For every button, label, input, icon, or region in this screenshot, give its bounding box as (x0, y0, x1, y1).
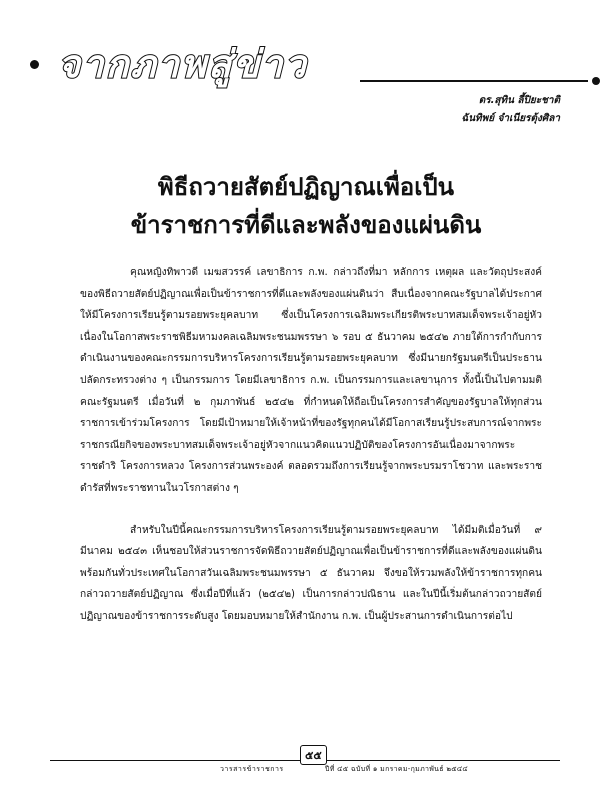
journal-name: วารสารข้าราชการ (220, 765, 284, 773)
article-title (0, 168, 612, 244)
article-title-line: ข้าราชการที่ดีและพลังของแผ่นดิน (130, 211, 482, 239)
author-credits (461, 92, 560, 128)
section-title: จากภาพสู่ข่าว (58, 42, 308, 86)
section-header (30, 40, 590, 92)
body-paragraph: สำหรับในปีนี้คณะกรรมการบริหารโครงการเรียนรู้ตามรอยพระยุคลบาท ได้มีมติเมื่อวันที่ ๙ มีนาคม ๒๕๔๓ เห็นชอบให้ส่วนราชการจัดพิธีถวายสัตย์ปฏิญาณเพื่อเป็นข้าราชการที่ดีและพลังของแผ่นดิน พร้อมกันทั่วประเทศในโอกาสวันเฉลิมพระชนมพรรษา ๕ ธันวาคม จึงขอให้รวมพลังให้ข้าราชการทุกคนกล่าวถวายสัตย์ปฏิญาณ ซึ่งเมื่อปีที่แล้ว (๒๕๔๒) เป็นการกล่าวปณิธาน และในปีนี้เริ่มต้นกล่าวถวายสัตย์ปฏิญาณของข้าราชการระดับสูง โดยมอบหมายให้สำนักงาน ก.พ. เป็นผู้ประสานการดำเนินการต่อไป (80, 524, 542, 622)
body-paragraph: คุณหญิงทิพาวดี เมฆสวรรค์ เลขาธิการ ก.พ. กล่าวถึงที่มา หลักการ เหตุผล และวัตถุประสงค์ของพิธีถวายสัตย์ปฏิญาณเพื่อเป็นข้าราชการที่ดีและพลังของแผ่นดินว่า สืบเนื่องจากคณะรัฐบาลได้ประกาศให้มีโครงการเรียนรู้ตามรอยพระยุคลบาท ซึ่งเป็นโครงการเฉลิมพระเกียรติพระบาทสมเด็จพระเจ้าอยู่หัว เนื่องในโอกาสพระราชพิธีมหามงคลเฉลิมพระชนมพรรษา ๖ รอบ ๕ ธันวาคม ๒๕๔๒ ภายใต้การกำกับการดำเนินงานของคณะกรรมการบริหารโครงการเรียนรู้ตามรอยพระยุคลบาท ซึ่งมีนายกรัฐมนตรีเป็นประธาน ปลัดกระทรวงต่าง ๆ เป็นกรรมการ โดยมีเลขาธิการ ก.พ. เป็นกรรมการและเลขานุการ ทั้งนี้เป็นไปตามมติคณะรัฐมนตรี เมื่อวันที่ ๒ กุมภาพันธ์ ๒๕๔๒ ที่กำหนดให้ถือเป็นโครงการสำคัญของรัฐบาลให้ทุกส่วนราชการเข้าร่วมโครงการ โดยมีเป้าหมายให้เจ้าหน้าที่ของรัฐทุกคนได้มีโอกาสเรียนรู้ประสบการณ์จากพระราชกรณียกิจของพระบาทสมเด็จพระเจ้าอยู่หัวจากแนวคิดแนวปฏิบัติของโครงการอันเนื่องมาจากพระราชดำริ โครงการหลวง โครงการส่วนพระองค์ ตลอดรวมถึงการเรียนรู้จากพระบรมราโชวาท และพระราชดำรัสที่พระราชทานในวโรกาสต่าง ๆ (80, 267, 542, 494)
article-title-line: พิธีถวายสัตย์ปฏิญาณเพื่อเป็น (157, 173, 455, 201)
page-number: ๕๕ (300, 745, 327, 765)
author-name: ฉันทิพย์ จำเนียรตุ้งศิลา (461, 113, 560, 124)
issue-info: ปีที่ ๔๕ ฉบับที่ ๑ มกราคม-กุมภาพันธ์ ๒๕๔๔ (325, 765, 469, 773)
header-rule (360, 80, 588, 82)
author-name: ดร.สุทิน ลี้ปิยะชาติ (478, 95, 560, 106)
header-rule-dot (592, 77, 600, 85)
article-body (80, 262, 542, 628)
bullet-dot (30, 60, 39, 69)
